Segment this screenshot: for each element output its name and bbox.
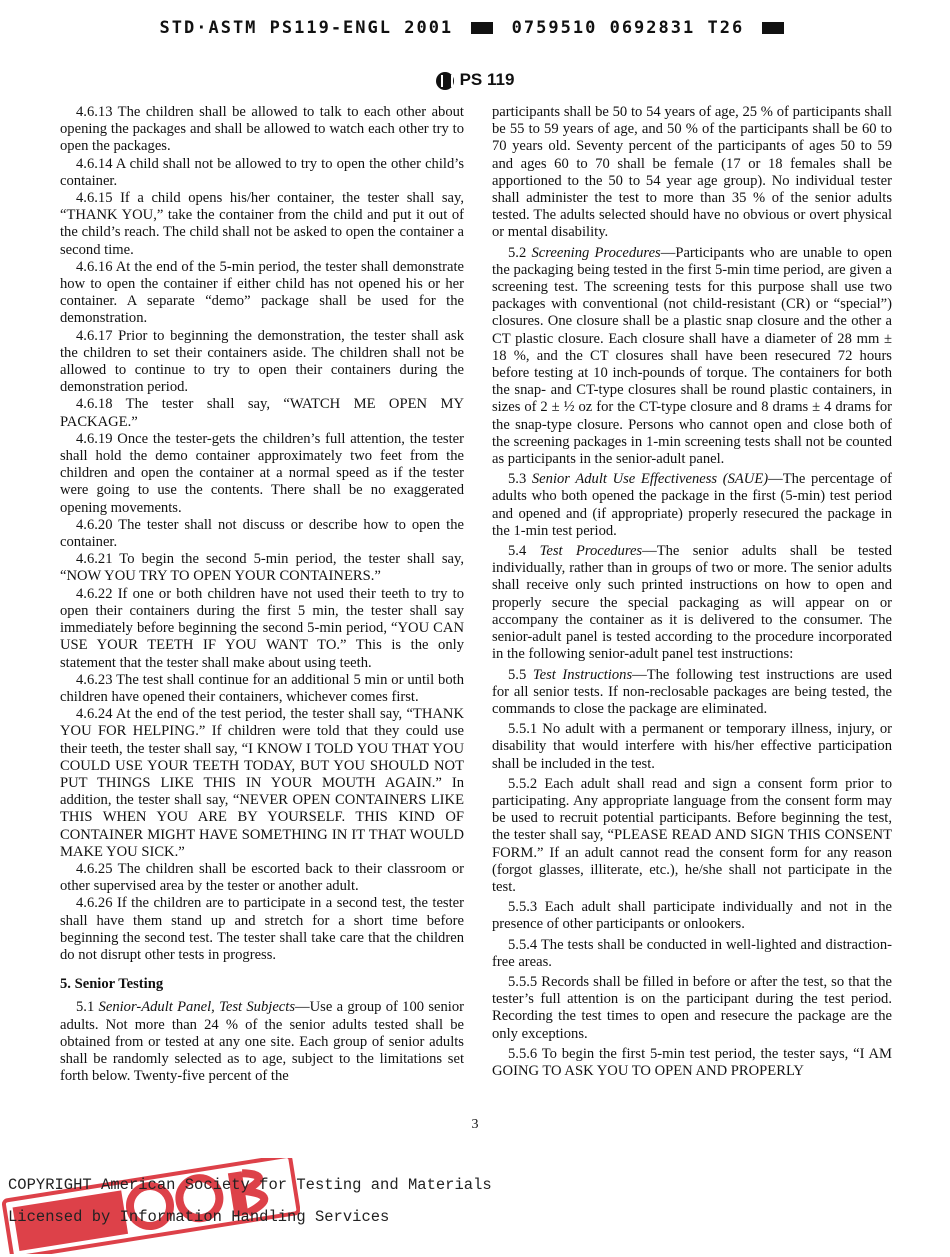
paragraph-text: —The percentage of adults who both opened the package in the first (5-min) test period and opened and (if appropriate) properly resecured the package in the 1-min test period. [492, 471, 892, 539]
standard-code-a: 0759510 [511, 18, 598, 38]
paragraph-text: —The senior adults shall be tested individually, rather than in groups of two or more. The senior adults shall receive only such printed instructions on how to open and properly secure the special packaging as will appear on or accompany the container as it is delivered to the consumer. The senior-adult panel is tested according to the procedure incorporated in the following senior-adult panel test instructions: [492, 543, 893, 663]
paragraph-4-6-16: 4.6.16 At the end of the 5-min period, the tester shall demonstrate how to open the container if either child has not opened his or her container. A separate “demo” package shall be used for the demonstration. [60, 258, 464, 327]
standard-designation: STD·ASTM PS119-ENGL 2001 [159, 18, 454, 38]
paragraph-title: Test Instructions [532, 666, 633, 683]
paragraph-4-6-21: 4.6.21 To begin the second 5-min period, the tester shall say, “NOW YOU TRY TO OPEN YOUR CONTAINERS.” [60, 551, 464, 585]
paragraph-number: 5.3 [508, 471, 532, 488]
document-id: PS 119 [459, 70, 515, 89]
black-bar-icon [471, 22, 493, 34]
paragraph-5-1 [60, 999, 464, 1085]
left-column [60, 104, 464, 1085]
paragraph-number: 5.5 [508, 666, 533, 683]
standard-header-line [0, 18, 950, 38]
paragraph-5-5-3: 5.5.3 Each adult shall participate individually and not in the presence of other participants or onlookers. [492, 899, 892, 933]
black-bar-icon [762, 22, 784, 34]
paragraph-title: Screening Procedures [531, 244, 661, 261]
document-id-row [0, 70, 950, 90]
paragraph-5-5 [492, 667, 892, 719]
license-line: Licensed by Information Handling Services [8, 1208, 390, 1226]
paragraph-5-5-4: 5.5.4 The tests shall be conducted in well-lighted and distraction-free areas. [492, 936, 892, 970]
paragraph-4-6-23: 4.6.23 The test shall continue for an additional 5 min or until both children have opened their containers, whichever comes first. [60, 671, 464, 705]
paragraph-4-6-22: 4.6.22 If one or both children have not used their teeth to try to open their containers during the first 5 min, the tester shall say immediately before beginning the second 5-min period, “YOU CAN USE YOUR TEETH IF YOU WANT TO.” This is the only statement that the tester shall make about using teeth. [60, 585, 464, 671]
paragraph-4-6-20: 4.6.20 The tester shall not discuss or describe how to open the container. [60, 516, 464, 551]
paragraph-number: 5.1 [76, 999, 99, 1016]
paragraph-5-5-5: 5.5.5 Records shall be filled in before or after the test, so that the tester’s full attention is on the participant during the test period. Recording the test times to open and resecure the package are the only exceptions. [492, 973, 892, 1042]
paragraph-5-3 [492, 471, 892, 540]
paragraph-4-6-13: 4.6.13 The children shall be allowed to talk to each other about opening the packages and shall be allowed to watch each other try to open the packages. [60, 104, 464, 155]
paragraph-4-6-15: 4.6.15 If a child opens his/her container, the tester shall say, “THANK YOU,” take the container from the child and put it out of the child’s reach. The child shall not be asked to open the container a second time. [60, 190, 464, 258]
paragraph-title: Senior Adult Use Effectiveness (SAUE) [531, 471, 769, 488]
paragraph-4-6-19: 4.6.19 Once the tester-gets the children’s full attention, the tester shall hold the demo container approximately two feet from the children and open the container at a normal speed as if the tester were going to use the contents. There shall be no exaggerated opening movements. [60, 430, 464, 516]
standard-code-c: T26 [707, 18, 745, 38]
standard-code-b: 0692831 [609, 18, 696, 38]
right-column [492, 104, 892, 1080]
paragraph-4-6-25: 4.6.25 The children shall be escorted back to their classroom or other supervised area by the tester or another adult. [60, 860, 464, 895]
paragraph-5-2 [492, 245, 892, 469]
paragraph-continued: participants shall be 50 to 54 years of age, 25 % of participants shall be 55 to 59 years of age, and 50 % of the participants shall be 60 to 70 years old. Seventy percent of the participants of ages 50 to 59 and ages 60 to 70 shall be female (17 or 18 females shall be apportioned to the 50 to 54 year age group). No individual tester shall administer the test to more than 35 % of the senior adults tested. The adults selected should have no obvious or overt physical or mental disability. [492, 104, 892, 241]
section-heading: 5. Senior Testing [60, 976, 164, 993]
red-rubber-stamp-icon [0, 1158, 300, 1254]
page-number: 3 [471, 1117, 479, 1132]
paragraph-text: —The following test instructions are used for all senior tests. If non-reclosable packages are being tested, the commands to close the package are eliminated. [492, 666, 892, 717]
copyright-line: COPYRIGHT American Society for Testing and Materials [8, 1176, 492, 1194]
paragraph-5-5-2: 5.5.2 Each adult shall read and sign a consent form prior to participating. Any appropriate language from the consent form may be used to recruit potential participants. Before beginning the test, the tester shall say, “PLEASE READ AND SIGN THIS CONSENT FORM.” If an adult cannot read the consent form for any reason (forgot glasses, illiterate, etc.), he/she shall not participate in the test. [492, 775, 892, 895]
paragraph-4-6-14: 4.6.14 A child shall not be allowed to try to open the other child’s container. [60, 155, 464, 189]
paragraph-text: —Participants who are unable to open the packaging being tested in the first 5-min time period, are given a screening test. The screening tests for this purpose shall use two packages with conventional (not child-resistant (CR) or “special”) closures. One closure shall be a plastic snap closure and the other a CT plastic closure. Each closure shall have a diameter of 28 mm ± 18 %, and the CT closures shall have been resecured 72 hours before testing at 10 inch-pounds of torque. The containers for both the snap- and CT-type closures shall be round plastic containers, in sizes of 2 ± ½ oz for the CT-type closure and 8 drams ± 4 drams for the snap-type closure. Persons who cannot open and close both of the screening packages in 1-min screening tests shall not be counted as participants in the senior-adult panel. [492, 244, 892, 468]
paragraph-4-6-18: 4.6.18 The tester shall say, “WATCH ME OPEN MY PACKAGE.” [60, 396, 464, 430]
paragraph-number: 5.4 [508, 543, 540, 560]
paragraph-5-5-1: 5.5.1 No adult with a permanent or temporary illness, injury, or disability that would interfere with his/her effective participation shall be included in the test. [492, 721, 892, 772]
paragraph-5-4 [492, 543, 892, 663]
paragraph-text: —Use a group of 100 senior adults. Not more than 24 % of the senior adults tested shall be obtained from or tested at any one site. Each group of senior adults shall be randomly selected as to age, subject to the limitations set forth below. Twenty-five percent of the [60, 999, 465, 1085]
paragraph-title: Test Procedures [539, 543, 643, 560]
paragraph-5-5-6: 5.5.6 To begin the first 5-min test period, the tester says, “I AM GOING TO ASK YOU TO OPEN AND PROPERLY [492, 1045, 892, 1079]
paragraph-4-6-17: 4.6.17 Prior to beginning the demonstration, the tester shall ask the children to set their containers aside. The children shall not be allowed to continue to try to open their containers during the demonstration period. [60, 327, 464, 396]
paragraph-4-6-24: 4.6.24 At the end of the test period, the tester shall say, “THANK YOU FOR HELPING.” If children were told that they could use their teeth, the tester shall say, “I KNOW I TOLD YOU THAT YOU COULD USE YOUR TEETH TODAY, BUT YOU SHOULD NOT PUT THINGS LIKE THIS IN YOUR MOUTH AGAIN.” In addition, the tester shall say, “NEVER OPEN CONTAINERS LIKE THIS WHEN YOU ARE BY YOURSELF. THIS KIND OF CONTAINER MIGHT HAVE SOMETHING IN IT THAT WOULD MAKE YOU SICK.” [60, 706, 464, 860]
paragraph-number: 5.2 [508, 244, 532, 261]
paragraph-4-6-26: 4.6.26 If the children are to participate in a second test, the tester shall have them stand up and stretch for a short time before beginning the second test. The tester shall take care that the children do not disrupt other tests in progress. [60, 895, 464, 963]
astm-logo-icon [436, 72, 454, 90]
paragraph-title: Senior-Adult Panel, Test Subjects [98, 999, 296, 1016]
